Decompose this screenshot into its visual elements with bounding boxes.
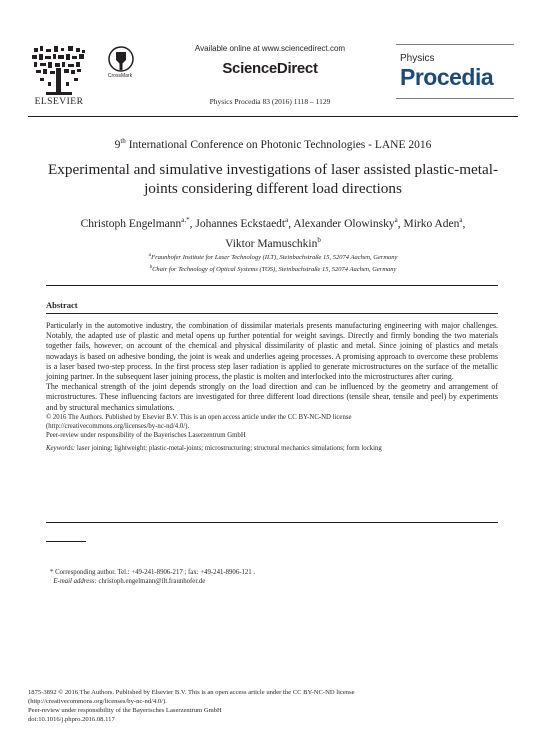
peer-review-line: Peer-review under responsibility of the Bayerisches Laserzentrum GmbH [28, 707, 222, 714]
keywords-list: laser joining; lightweight; plastic-metal-joints; microstructuring; structural mechanics simulations; form locking [75, 444, 382, 452]
journal-reference: Physics Procedia 83 (2016) 1118 – 1129 [209, 97, 331, 106]
paper-title: Experimental and simulative investigations of laser assisted plastic-metal-joints considering different load directions [47, 161, 499, 197]
abstract-top-rule [46, 285, 498, 286]
author-name: Mirko Aden [403, 217, 460, 230]
keywords-line [46, 444, 498, 453]
abstract-heading-rule [46, 313, 498, 314]
available-online-line: Available online at www.sciencedirect.com [194, 44, 346, 53]
footnote-rule [46, 541, 86, 542]
author-separator: , [462, 217, 466, 230]
affiliation-mark: b [149, 265, 153, 271]
author-affiliation-mark: a,* [181, 216, 190, 224]
keywords-label: Keywords: [46, 444, 76, 452]
copyright-line: © 2016 The Authors. Published by Elsevier B.V. This is an open access article under the CC BY-NC-ND license [46, 413, 352, 421]
abstract-body [46, 321, 498, 453]
conference-line [28, 137, 518, 151]
author-affiliation-mark: a [394, 216, 398, 224]
conference-name: International Conference on Photonic Technologies - LANE 2016 [125, 138, 432, 151]
abstract-heading: Abstract [46, 300, 78, 310]
author-list [36, 212, 510, 252]
license-link[interactable]: (http://creativecommons.org/licenses/by-nc-nd/4.0/). [46, 422, 190, 430]
affiliation-line [36, 251, 510, 263]
author-affiliation-mark: a [285, 216, 289, 224]
affiliation-text: Chair for Technology of Optical Systems (TOS), Steinbachstraße 15, 52074 Aachen, Germany [152, 266, 397, 274]
email-address[interactable]: christoph.engelmann@ilt.fraunhofer.de [96, 578, 206, 585]
peer-review-line: Peer-review under responsibility of the Bayerisches Laserzentrum GmbH [46, 431, 246, 439]
journal-box-name: Procedia [400, 64, 494, 90]
author-name: Alexander Olowinsky [293, 217, 395, 230]
author-affiliation-mark: a [459, 216, 463, 224]
header-divider [28, 116, 518, 117]
author-name: Johannes Eckstaedt [195, 217, 286, 230]
license-url-line[interactable]: (http://creativecommons.org/licenses/by-nc-nd/4.0/). [28, 698, 167, 705]
corresponding-author-line: * Corresponding author. Tel.: +49-241-8906-217 ; fax: +49-241-8906-121 . [50, 569, 256, 576]
email-label: E-mail address: [53, 578, 97, 585]
journal-box-subtitle: Physics [400, 53, 435, 64]
affiliation-text: Fraunhofer Institute for Laser Technology (ILT), Steinbachstraße 15, 52074 Aachen, Germany [151, 254, 398, 262]
abstract-paragraph: The mechanical strength of the joint depends strongly on the load direction and can be influenced by the geometry and arrangement of microstructures. These influencing factors are investigated for three different load directions (tensile shear, tensile and peel) by experiments and by structural mechanics simulations. [46, 382, 498, 412]
author-affiliation-mark: b [317, 235, 321, 244]
affiliations [36, 251, 510, 275]
conference-ordinal: 9 [114, 138, 121, 151]
journal-box-bottom-rule [396, 98, 514, 99]
author-separator: , [288, 217, 294, 230]
publisher-name: ELSEVIER [34, 97, 84, 107]
issn-copyright-line: 1875-3892 © 2016 The Authors. Published by Elsevier B.V. This is an open access article under the CC BY-NC-ND license [28, 689, 355, 696]
email-line [50, 577, 490, 586]
journal-box-top-rule [396, 44, 514, 45]
affiliation-line [36, 263, 510, 275]
author-separator: , [397, 217, 404, 230]
abstract-paragraph: Particularly in the automotive industry, the combination of dissimilar materials presents manufacturing engineering with major challenges. Notably, the adapted use of plastic and metal opens up further potential for weight savings. Directly and firmly bonding the two materials together fails, however, on account of the chemical and physical dissimilarity of plastic and metal. Since joining of plastics and metals nowadays is based on adhesive bonding, the joint is weak and underlies ageing processes. A promising approach to overcome these problems is a laser based two-step process. In the first process step laser radiation is applied to generate microstructures on the surface of the metallic joining partner. In the subsequent laser joining process, the plastic is molten and interlocked into the microstructures after curing. [46, 321, 498, 382]
affiliation-mark: a [148, 253, 152, 258]
bottom-imprint [28, 688, 528, 724]
author-name: Christoph Engelmann [80, 217, 182, 230]
crossmark-label: CrossMark [107, 73, 133, 79]
footnote [50, 568, 490, 586]
abstract-bottom-rule [46, 522, 498, 523]
doi-line[interactable]: doi:10.1016/j.phpro.2016.08.117 [28, 716, 115, 723]
author-name: Viktor Mamuschkin [225, 237, 318, 250]
author-separator: , [189, 217, 196, 230]
sciencedirect-wordmark: ScienceDirect [222, 60, 318, 77]
conference-ordinal-suffix: th [120, 137, 126, 145]
